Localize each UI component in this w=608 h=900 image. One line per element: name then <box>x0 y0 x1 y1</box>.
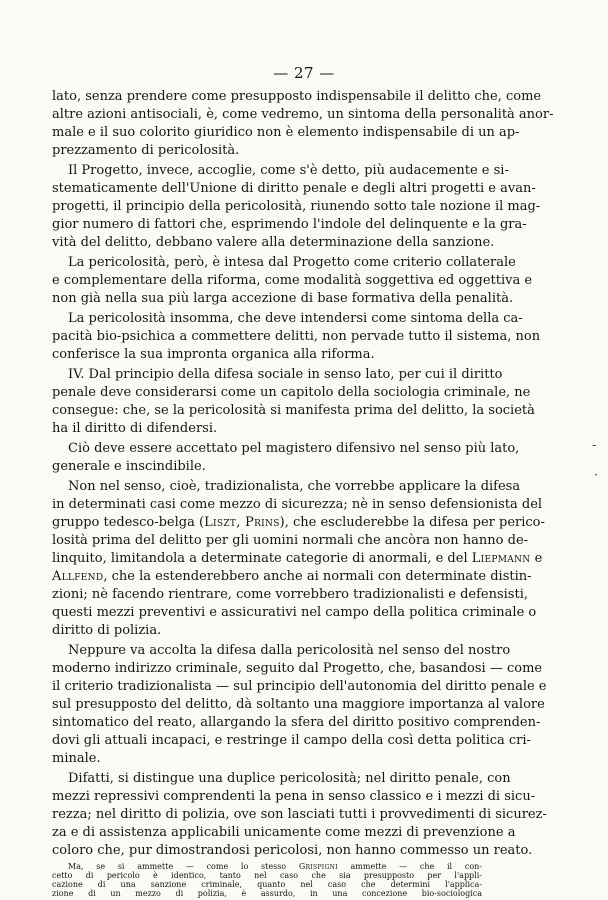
text-line: minale. <box>52 751 101 766</box>
text-line-hidden: zione di un mezzo di polizia, è assurdo, in una concezione bio-sociologica <box>52 889 482 898</box>
text-line: pacità bio-psichica a commettere delitti, non pervade tutto il sistema, non <box>52 329 541 344</box>
text-line: mezzi repressivi comprendenti la pena in senso classico e i mezzi di sicu- <box>52 789 536 804</box>
text-line: non già nella sua più larga accezione di base formativa della penalità. <box>52 291 514 306</box>
text-line: vità del delitto, debbano valere alla determinazione della sanzione. <box>52 235 495 250</box>
text-line: gruppo tedesco-belga (Liszt, Prins), che escluderebbe la difesa per perico- <box>52 515 545 530</box>
text-line: La pericolosità, però, è intesa dal Progetto come criterio collaterale <box>68 255 516 270</box>
text-line: il criterio tradizionalista — sul principio dell'autonomia del diritto penale e <box>52 679 547 694</box>
text-line: penale deve considerarsi come un capitolo della sociologia criminale, ne <box>52 385 531 400</box>
text-line: stematicamente dell'Unione di diritto penale e degli altri progetti e avan- <box>52 181 536 196</box>
text-line: Non nel senso, cioè, tradizionalista, che vorrebbe applicare la difesa <box>68 479 521 494</box>
text-line: coloro che, pur dimostrandosi pericolosi, non hanno commesso un reato. <box>52 843 533 858</box>
text-line: La pericolosità insomma, che deve intendersi come sintoma della ca- <box>68 311 523 326</box>
text-line: rezza; nel diritto di polizia, ove son lasciati tutti i provvedimenti di sicurez- <box>52 807 547 822</box>
text-line: IV. Dal principio della difesa sociale in senso lato, per cui il diritto <box>68 367 503 382</box>
text-line: sul presupposto del delitto, dà soltanto una maggiore importanza al valore <box>52 697 545 712</box>
text-line: dovi gli attuali incapaci, e restringe il campo della così detta politica cri- <box>52 733 531 748</box>
author-name: Liszt, Prins <box>204 515 280 530</box>
text-line: diritto di polizia. <box>52 623 162 638</box>
text-line: sintomatico del reato, allargando la sfera del diritto positivo comprenden- <box>52 715 541 730</box>
text-line: Il Progetto, invece, accoglie, come s'è detto, più audacemente e si- <box>68 163 509 178</box>
text-line: moderno indirizzo criminale, seguito dal Progetto, che, basandosi — come <box>52 661 543 676</box>
author-name: Grispigni <box>298 862 338 871</box>
text-line: generale e inscindibile. <box>52 459 206 474</box>
text-line: za e di assistenza applicabili unicamente come mezzi di prevenzione a <box>52 825 516 840</box>
margin-mark: · <box>594 468 599 483</box>
text-line: male e il suo colorito giuridico non è elemento indispensabile di un ap- <box>52 125 520 140</box>
text-line: lato, senza prendere come presupposto indispensabile il delitto che, come <box>52 89 542 104</box>
text-line: Allfend, che la estenderebbero anche ai normali con determinate distin- <box>52 569 532 584</box>
margin-mark: - <box>592 438 597 453</box>
text-line: Difatti, si distingue una duplice pericolosità; nel diritto penale, con <box>68 771 511 786</box>
text-line: in determinati casi come mezzo di sicurezza; nè in senso defensionista del <box>52 497 543 512</box>
author-name: Liepmann <box>471 551 531 566</box>
text-line: zioni; nè facendo rientrare, come vorrebbero tradizionalisti e defensisti, <box>52 587 528 602</box>
text-line: Ciò deve essere accettato pel magistero difensivo nel senso più lato, <box>68 441 520 456</box>
author-name: Allfend <box>52 569 104 584</box>
text-line: linquito, limitandola a determinate categorie di anormali, e del Liepmann e <box>52 551 543 566</box>
text-line: altre azioni antisociali, è, come vedremo, un sintoma della personalità anor- <box>52 107 554 122</box>
text-line: e complementare della riforma, come modalità soggettiva ed oggettiva e <box>52 273 533 288</box>
text-line: questi mezzi preventivi e assicurativi nel campo della politica criminale o <box>52 605 537 620</box>
text-line-hidden: cazione di una sanzione criminale, quanto nel caso che determini l'applica- <box>52 880 482 889</box>
text-line: ha il diritto di difendersi. <box>52 421 218 436</box>
text-line: Ma, se si ammette — come lo stesso Grispigni ammette — che il con- <box>68 862 482 871</box>
text-line: cetto di pericolo è identico, tanto nel caso che sia presupposto per l'appli- <box>52 871 482 880</box>
text-line: losità prima del delitto per gli uomini normali che ancòra non hanno de- <box>52 533 529 548</box>
page-number: — 27 — <box>273 64 335 82</box>
text-line: prezzamento di pericolosità. <box>52 143 240 158</box>
text-line: Neppure va accolta la difesa dalla pericolosità nel senso del nostro <box>68 643 511 658</box>
text-line: consegue: che, se la pericolosità si manifesta prima del delitto, la società <box>52 403 535 418</box>
text-line: conferisce la sua impronta organica alla riforma. <box>52 347 375 362</box>
text-line: gior numero di fattori che, esprimendo l'indole del delinquente e la gra- <box>52 217 527 232</box>
text-line: progetti, il principio della pericolosità, riunendo sotto tale nozione il mag- <box>52 199 541 214</box>
